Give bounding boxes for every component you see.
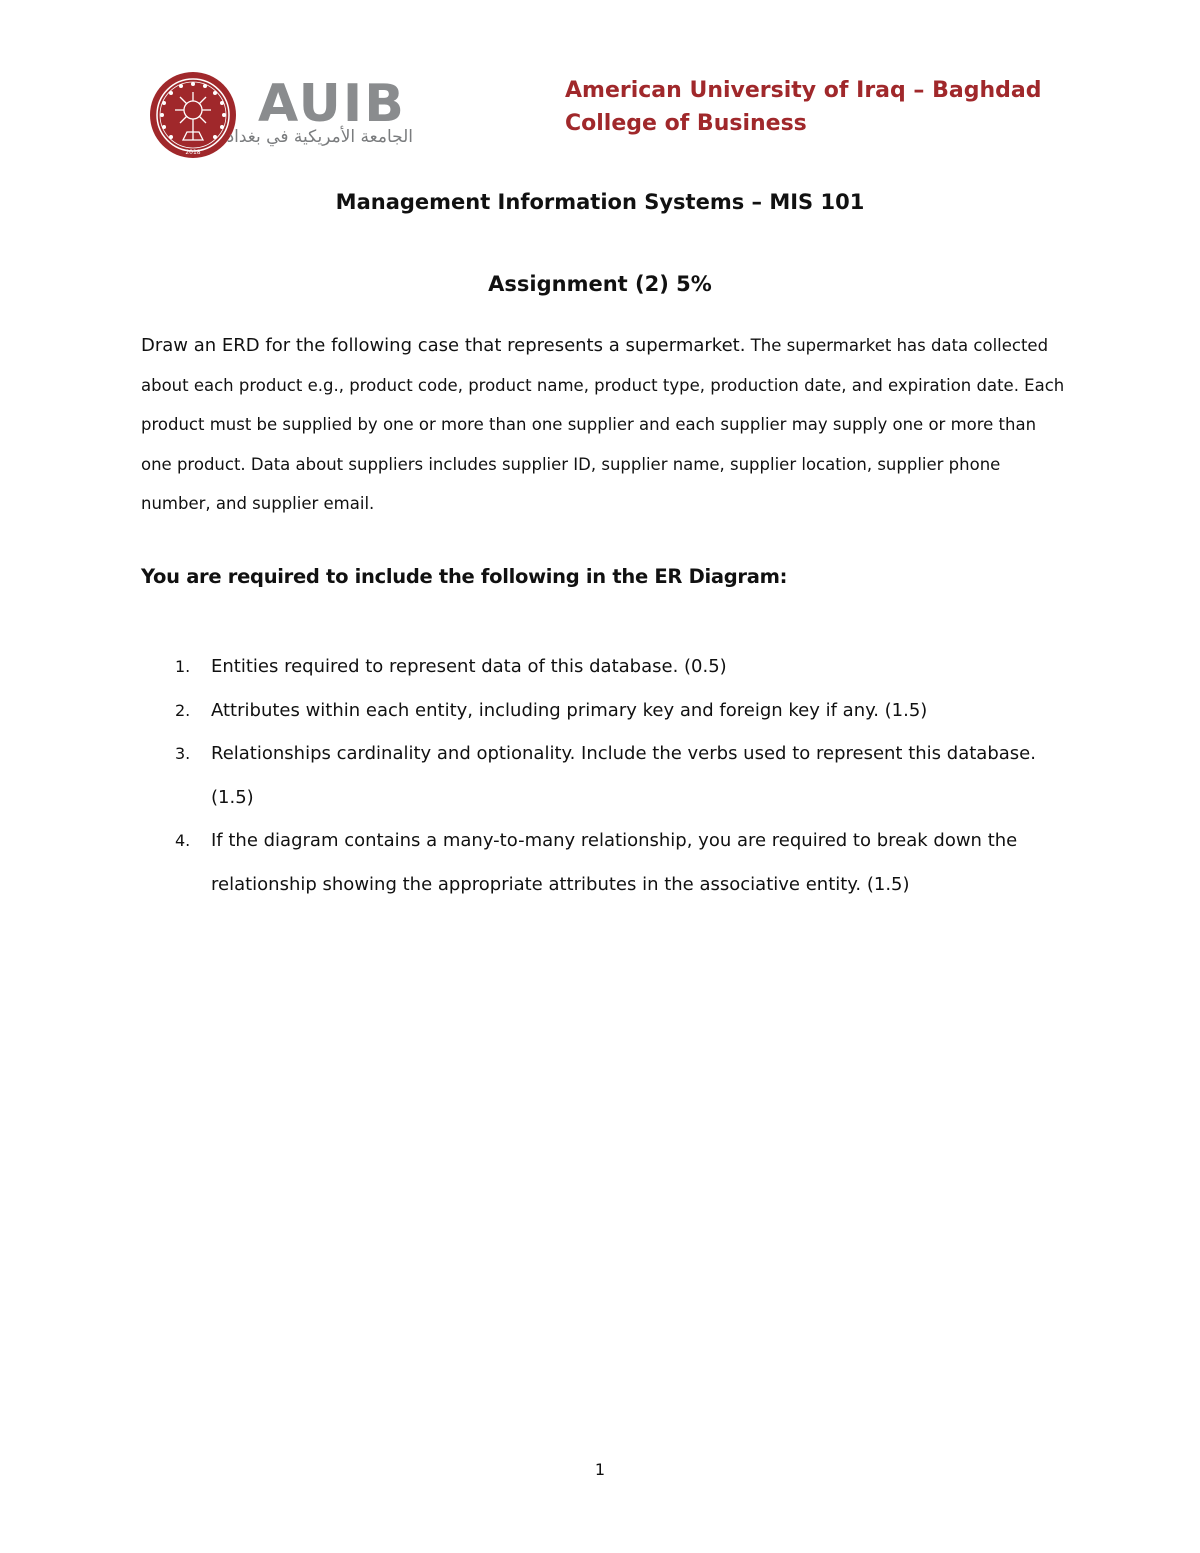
case-description <box>141 326 1066 524</box>
svg-text:2018: 2018 <box>185 149 201 156</box>
list-item-number: 4. <box>175 831 191 850</box>
list-item <box>141 732 1061 819</box>
list-item-text: Relationships cardinality and optionality. Include the verbs used to represent this database. (1.5) <box>211 743 1036 808</box>
logo-wordmark: AUIB <box>258 74 406 134</box>
list-item-text: Entities required to represent data of this database. (0.5) <box>211 656 727 677</box>
institution-block <box>565 74 1041 140</box>
logo-arabic-name: الجامعة الأمريكية في بغداد <box>226 127 413 147</box>
case-details: The supermarket has data collected about each product e.g., product code, product name, product type, production date, and expiration date. Each product must be supplied by one or more than one supplier and each supplier may supply one or more than one product. Data about suppliers includes supplier ID, supplier name, supplier location, supplier phone number, and supplier email. <box>141 336 1065 514</box>
university-name: American University of Iraq – Baghdad <box>565 78 1042 103</box>
list-item-number: 1. <box>175 657 191 676</box>
auib-logo <box>145 70 413 160</box>
assignment-title: Assignment (2) 5% <box>488 272 712 296</box>
list-item <box>141 819 1061 906</box>
requirements-list <box>141 645 1061 906</box>
list-item-number: 2. <box>175 700 191 720</box>
list-item <box>141 689 1061 733</box>
list-item-text: Attributes within each entity, including primary key and foreign key if any. (1.5) <box>211 699 928 721</box>
college-name: College of Business <box>565 111 807 136</box>
list-item-text: If the diagram contains a many-to-many relationship, you are required to break down the relationship showing the appropriate attributes in the associative entity. (1.5) <box>211 830 1018 895</box>
course-title: Management Information Systems – MIS 101 <box>335 190 865 214</box>
case-lead-sentence: Draw an ERD for the following case that represents a supermarket. <box>141 335 746 356</box>
page-number: 1 <box>594 1460 606 1479</box>
list-item <box>141 645 1061 689</box>
requirements-heading: You are required to include the following in the ER Diagram: <box>141 565 788 588</box>
list-item-number: 3. <box>175 744 191 763</box>
